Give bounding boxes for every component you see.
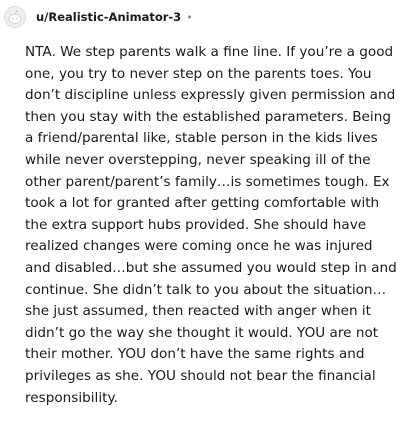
avatar[interactable] bbox=[4, 6, 26, 28]
comment-header bbox=[4, 4, 193, 30]
header-separator: • bbox=[186, 10, 193, 24]
default-reddit-avatar-icon bbox=[5, 7, 25, 27]
comment-author[interactable]: u/Realistic-Animator-3 bbox=[36, 10, 182, 24]
comment-body: NTA. We step parents walk a fine line. If you’re a good one, you try to never step on the parents toes. You don’t discipline unless expressly given permission and then you stay with the established parameters. Being a friend/parental like, stable person in the kids lives while never overstepping, never speaking ill of the other parent/parent’s family…is sometimes tough. Ex took a lot for granted after getting comfortable with the extra support hubs provided. She should have realized changes were coming once he was injured and disabled…but she assumed you would step in and continue. She didn’t talk to you about the situation…she just assumed, then reacted with anger when it didn’t go the way she thought it would. YOU are not their mother. YOU don’t have the same rights and privileges as she. YOU should not bear the financial responsibility. bbox=[25, 44, 397, 406]
